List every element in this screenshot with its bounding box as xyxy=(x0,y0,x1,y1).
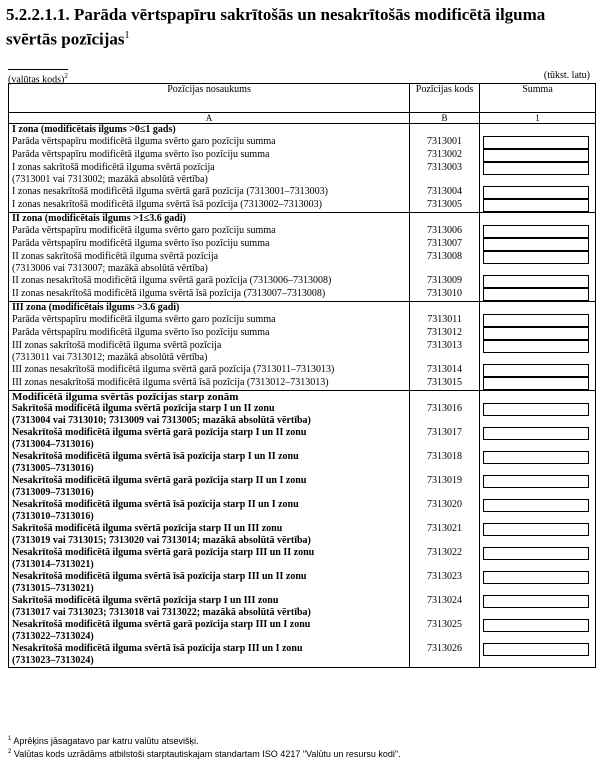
sum-cell xyxy=(480,451,596,475)
position-code: 7313017 xyxy=(410,427,480,451)
sum-cell xyxy=(480,523,596,547)
position-name xyxy=(9,643,410,668)
table-row xyxy=(9,327,596,340)
sum-cell xyxy=(480,547,596,571)
position-name xyxy=(9,275,410,288)
table-row xyxy=(9,199,596,213)
position-code: 7313012 xyxy=(410,327,480,340)
sum-input[interactable] xyxy=(483,643,589,656)
position-name-line: Parāda vērtspapīru modificētā ilguma svērto īso pozīciju summa xyxy=(12,149,270,160)
table-row xyxy=(9,547,596,571)
position-name-line: Nesakrītošā modificētā ilguma svērtā garā pozīcija starp II un I zonu xyxy=(12,475,307,486)
section-title-row xyxy=(9,124,596,137)
position-name-line: II zonas nesakrītošā modificētā ilguma svērtā īsā pozīcija (7313007–7313008) xyxy=(12,288,326,299)
sum-input[interactable] xyxy=(483,327,589,340)
sum-cell xyxy=(480,251,596,275)
position-name-line: Parāda vērtspapīru modificētā ilguma svērto garo pozīciju summa xyxy=(12,136,276,147)
sum-input[interactable] xyxy=(483,136,589,149)
position-code: 7313014 xyxy=(410,364,480,377)
sum-input[interactable] xyxy=(483,251,589,264)
position-name-line: (7313019 vai 7313015; 7313020 vai 7313014; mazākā absolūtā vērtība) xyxy=(12,535,311,546)
position-name xyxy=(9,149,410,162)
position-code: 7313011 xyxy=(410,314,480,327)
position-code: 7313019 xyxy=(410,475,480,499)
position-name-line: Nesakrītošā modificētā ilguma svērtā īsā pozīcija starp I un II zonu xyxy=(12,451,299,462)
position-name-line: (7313014–7313021) xyxy=(12,559,94,570)
table-row xyxy=(9,451,596,475)
table-row xyxy=(9,475,596,499)
position-code: 7313004 xyxy=(410,186,480,199)
position-code: 7313009 xyxy=(410,275,480,288)
table-row xyxy=(9,149,596,162)
table-row xyxy=(9,364,596,377)
position-code: 7313008 xyxy=(410,251,480,275)
position-name-line: (7313010–7313016) xyxy=(12,511,94,522)
sum-cell xyxy=(480,288,596,302)
table-row xyxy=(9,571,596,595)
sum-cell xyxy=(480,643,596,668)
letter-code: B xyxy=(410,113,480,124)
position-name xyxy=(9,288,410,302)
position-name xyxy=(9,314,410,327)
position-name-line: Sakrītošā modificētā ilguma svērtā pozīcija starp II un III zonu xyxy=(12,523,283,534)
position-name-line: (7313004 vai 7313010; 7313009 vai 7313005; mazākā absolūtā vērtība) xyxy=(12,415,311,426)
section-title-row xyxy=(9,302,596,315)
footnotes xyxy=(8,734,401,760)
table-row xyxy=(9,251,596,275)
position-name-line: (7313005–7313016) xyxy=(12,463,94,474)
table-row xyxy=(9,238,596,251)
position-code: 7313002 xyxy=(410,149,480,162)
position-name-line: II zonas sakrītošā modificētā ilguma svērtā pozīcija xyxy=(12,251,219,262)
sum-input[interactable] xyxy=(483,451,589,464)
sum-input[interactable] xyxy=(483,364,589,377)
position-name xyxy=(9,251,410,275)
sum-cell xyxy=(480,340,596,364)
sum-cell xyxy=(480,238,596,251)
position-name xyxy=(9,186,410,199)
table-row xyxy=(9,523,596,547)
position-code: 7313015 xyxy=(410,377,480,391)
sum-cell xyxy=(480,225,596,238)
position-name-line: Nesakrītošā modificētā ilguma svērtā īsā pozīcija starp III un I zonu xyxy=(12,643,303,654)
sum-cell xyxy=(480,571,596,595)
sum-cell xyxy=(480,327,596,340)
position-name xyxy=(9,475,410,499)
letter-name: A xyxy=(9,113,410,124)
table-row xyxy=(9,275,596,288)
position-name-line: (7313017 vai 7313023; 7313018 vai 7313022; mazākā absolūtā vērtība) xyxy=(12,607,311,618)
sum-input[interactable] xyxy=(483,238,589,251)
sum-input[interactable] xyxy=(483,619,589,632)
sum-cell xyxy=(480,136,596,149)
sum-cell xyxy=(480,186,596,199)
header-name: Pozīcijas nosaukums xyxy=(9,84,410,113)
sum-input[interactable] xyxy=(483,595,589,608)
table-row xyxy=(9,162,596,186)
position-name xyxy=(9,225,410,238)
header-row xyxy=(9,84,596,113)
sum-input[interactable] xyxy=(483,475,589,488)
table-row xyxy=(9,595,596,619)
sum-cell xyxy=(480,364,596,377)
section-title-row xyxy=(9,391,596,404)
position-name-line: I zonas nesakrītošā modificētā ilguma svērtā garā pozīcija (7313001–7313003) xyxy=(12,186,329,197)
sum-input[interactable] xyxy=(483,288,589,301)
sum-cell xyxy=(480,595,596,619)
positions-table xyxy=(8,83,596,668)
position-name-line: (7313009–7313016) xyxy=(12,487,94,498)
position-name-line: Nesakrītošā modificētā ilguma svērtā garā pozīcija starp III un I zonu xyxy=(12,619,311,630)
position-code: 7313013 xyxy=(410,340,480,364)
unit-label: (tūkst. latu) xyxy=(543,70,590,81)
footnote-2: $^2$ Valūtas kods uzrādāms atbilstoši starptautiskajam standartam ISO 4217 "Valūtu un resursu kodi". xyxy=(8,749,401,759)
sum-input[interactable] xyxy=(483,314,589,327)
position-code: 7313001 xyxy=(410,136,480,149)
position-code: 7313003 xyxy=(410,162,480,186)
position-name xyxy=(9,377,410,391)
position-code: 7313023 xyxy=(410,571,480,595)
section-title: I zona (modificētais ilgums >0≤1 gads) xyxy=(9,124,410,137)
page-title: 5.2.2.1.1. Parāda vērtspapīru sakrītošās un nesakrītošās modificētā ilguma svērtās pozīcijas$^1$ xyxy=(6,5,546,49)
position-name-line: Nesakrītošā modificētā ilguma svērtā garā pozīcija starp I un II zonu xyxy=(12,427,307,438)
section-title: III zona (modificētais ilgums >3.6 gadi) xyxy=(9,302,410,315)
position-code: 7313026 xyxy=(410,643,480,668)
position-code: 7313020 xyxy=(410,499,480,523)
footnote-1: $^1$ Aprēķins jāsagatavo par katru valūtu atsevišķi. xyxy=(8,736,199,746)
sum-input[interactable] xyxy=(483,199,589,212)
table-row xyxy=(9,314,596,327)
position-code: 7313010 xyxy=(410,288,480,302)
position-name-line: Sakrītošā modificētā ilguma svērtā pozīcija starp I un II zonu xyxy=(12,403,275,414)
position-name-line: Parāda vērtspapīru modificētā ilguma svērto īso pozīciju summa xyxy=(12,327,270,338)
currency-code-label: (valūtas kods)$^2$ xyxy=(8,69,68,86)
position-name xyxy=(9,619,410,643)
sum-input[interactable] xyxy=(483,403,589,416)
sum-input[interactable] xyxy=(483,149,589,162)
letter-sum: 1 xyxy=(480,113,596,124)
section-title-row xyxy=(9,213,596,226)
position-code: 7313021 xyxy=(410,523,480,547)
sum-input[interactable] xyxy=(483,499,589,512)
sum-input[interactable] xyxy=(483,275,589,288)
position-name-line: I zonas nesakrītošā modificētā ilguma svērtā īsā pozīcija (7313002–7313003) xyxy=(12,199,322,210)
table-row xyxy=(9,427,596,451)
title-footnote-mark: 1 xyxy=(124,30,130,41)
position-code: 7313016 xyxy=(410,403,480,427)
position-name-line: I zonas sakrītošā modificētā ilguma svērtā pozīcija xyxy=(12,162,215,173)
position-name xyxy=(9,595,410,619)
sum-cell xyxy=(480,403,596,427)
table-row xyxy=(9,643,596,668)
table-row xyxy=(9,225,596,238)
position-name-line: (7313011 vai 7313012; mazākā absolūtā vērtība) xyxy=(12,352,208,363)
sum-input[interactable] xyxy=(483,547,589,560)
position-code: 7313006 xyxy=(410,225,480,238)
position-code: 7313024 xyxy=(410,595,480,619)
table-row xyxy=(9,499,596,523)
sum-cell xyxy=(480,377,596,391)
position-name xyxy=(9,523,410,547)
position-code: 7313005 xyxy=(410,199,480,213)
position-name xyxy=(9,499,410,523)
position-name xyxy=(9,571,410,595)
position-name xyxy=(9,136,410,149)
sum-cell xyxy=(480,162,596,186)
table-row xyxy=(9,186,596,199)
position-name-line: (7313004–7313016) xyxy=(12,439,94,450)
position-name-line: Parāda vērtspapīru modificētā ilguma svērto garo pozīciju summa xyxy=(12,225,276,236)
column-letter-row xyxy=(9,113,596,124)
header-sum: Summa xyxy=(480,84,596,113)
sum-input[interactable] xyxy=(483,377,589,390)
position-code: 7313022 xyxy=(410,547,480,571)
position-code: 7313018 xyxy=(410,451,480,475)
sum-input[interactable] xyxy=(483,162,589,175)
position-name-line: Nesakrītošā modificētā ilguma svērtā īsā pozīcija starp II un I zonu xyxy=(12,499,299,510)
table-row xyxy=(9,136,596,149)
position-name-line: (7313023–7313024) xyxy=(12,655,94,666)
position-name xyxy=(9,238,410,251)
sum-cell xyxy=(480,475,596,499)
position-name-line: Nesakrītošā modificētā ilguma svērtā īsā pozīcija starp III un II zonu xyxy=(12,571,307,582)
position-name-line: (7313006 vai 7313007; mazākā absolūtā vērtība) xyxy=(12,263,208,274)
position-code: 7313025 xyxy=(410,619,480,643)
sum-cell xyxy=(480,149,596,162)
position-name-line: (7313001 vai 7313002; mazākā absolūtā vērtība) xyxy=(12,174,208,185)
sum-input[interactable] xyxy=(483,340,589,353)
sum-cell xyxy=(480,499,596,523)
position-name-line: Nesakrītošā modificētā ilguma svērtā garā pozīcija starp III un II zonu xyxy=(12,547,315,558)
position-name xyxy=(9,162,410,186)
header-code: Pozīcijas kods xyxy=(410,84,480,113)
sum-cell xyxy=(480,427,596,451)
position-name-line: Sakrītošā modificētā ilguma svērtā pozīcija starp I un III zonu xyxy=(12,595,279,606)
position-name-line: III zonas nesakrītošā modificētā ilguma svērtā garā pozīcija (7313011–7313013) xyxy=(12,364,335,375)
position-name-line: III zonas sakrītošā modificētā ilguma svērtā pozīcija xyxy=(12,340,222,351)
table-row xyxy=(9,377,596,391)
position-name-line: III zonas nesakrītošā modificētā ilguma svērtā īsā pozīcija (7313012–7313013) xyxy=(12,377,329,388)
sum-cell xyxy=(480,199,596,213)
sum-input[interactable] xyxy=(483,427,589,440)
position-name xyxy=(9,327,410,340)
currency-footnote-mark: 2 xyxy=(64,72,68,80)
position-name-line: (7313015–7313021) xyxy=(12,583,94,594)
sum-cell xyxy=(480,619,596,643)
position-name-line: Parāda vērtspapīru modificētā ilguma svērto garo pozīciju summa xyxy=(12,314,276,325)
position-name xyxy=(9,340,410,364)
position-name xyxy=(9,547,410,571)
section-title: Modificētā ilguma svērtās pozīcijas starp zonām xyxy=(9,391,410,404)
sum-cell xyxy=(480,275,596,288)
sum-input[interactable] xyxy=(483,186,589,199)
sum-input[interactable] xyxy=(483,523,589,536)
position-code: 7313007 xyxy=(410,238,480,251)
sum-input[interactable] xyxy=(483,225,589,238)
sum-cell xyxy=(480,314,596,327)
table-row xyxy=(9,619,596,643)
position-name-line: Parāda vērtspapīru modificētā ilguma svērto īso pozīciju summa xyxy=(12,238,270,249)
position-name xyxy=(9,427,410,451)
sum-input[interactable] xyxy=(483,571,589,584)
position-name xyxy=(9,199,410,213)
position-name xyxy=(9,451,410,475)
position-name-line: II zonas nesakrītošā modificētā ilguma svērtā garā pozīcija (7313006–7313008) xyxy=(12,275,332,286)
position-name-line: (7313022–7313024) xyxy=(12,631,94,642)
section-title: II zona (modificētais ilgums >1≤3.6 gadi) xyxy=(9,213,410,226)
table-row xyxy=(9,403,596,427)
table-row xyxy=(9,340,596,364)
position-name xyxy=(9,364,410,377)
position-name xyxy=(9,403,410,427)
table-row xyxy=(9,288,596,302)
